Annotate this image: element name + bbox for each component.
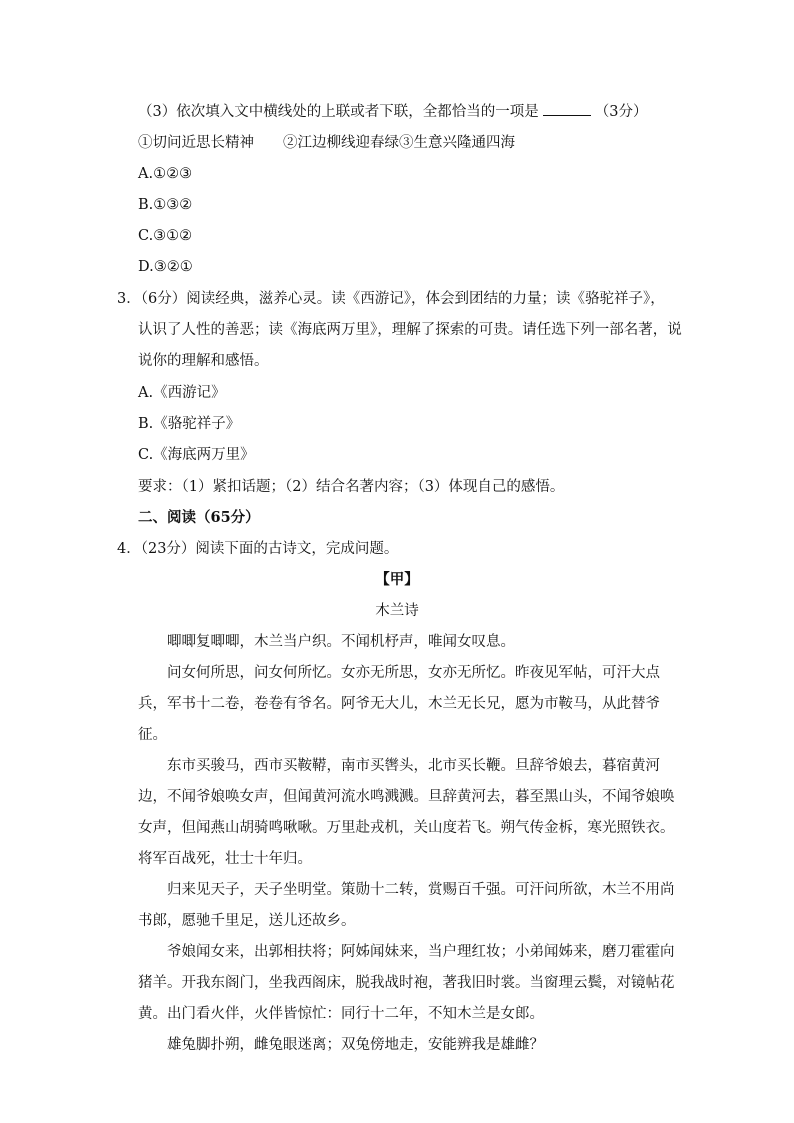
poem-paragraph-4: 归来见天子，天子坐明堂。策勋十二转，赏赐百千强。可汗问所欲，木兰不用尚书郎，愿驰千里足，送儿还故乡。	[138, 882, 675, 929]
q3-sub-question	[138, 102, 647, 122]
q3-text-line3: 说你的理解和感悟。	[138, 353, 269, 369]
q3-sub-option-c: C.③①②	[138, 228, 193, 244]
q3-sub-prefix: （3）依次填入文中横线处的上联或者下联，全都恰当的一项是	[138, 104, 539, 120]
q3-requirement: 要求：（1）紧扣话题；（2）结合名著内容；（3）体现自己的感悟。	[138, 479, 565, 495]
section-title: 二、阅读（65分）	[138, 509, 260, 526]
q3-sub-option-d: D.③②①	[138, 259, 193, 275]
q3-text-line1: （6分）阅读经典，滋养心灵。读《西游记》，体会到团结的力量；读《骆驼祥子》，	[140, 291, 665, 307]
poem-paragraph-2: 问女何所思，问女何所忆。女亦无所思，女亦无所忆。昨夜见军帖，可汗大点兵，军书十二卷，卷卷有爷名。阿爷无大儿，木兰无长兄，愿为市鞍马，从此替爷征。	[138, 665, 660, 743]
q4-text: （23分）阅读下面的古诗文，完成问题。	[140, 541, 399, 557]
q3-sub-option-a: A.①②③	[138, 166, 193, 182]
q3-option-c: C.《海底两万里》	[138, 447, 255, 463]
poem-paragraph-3: 东市买骏马，西市买鞍鞯，南市买辔头，北市买长鞭。旦辞爷娘去，暮宿黄河边，不闻爷娘唤女声，但闻黄河流水鸣溅溅。旦辞黄河去，暮至黑山头，不闻爷娘唤女声，但闻燕山胡骑鸣啾啾。万里赴戎机，关山度若飞。朔气传金柝，寒光照铁衣。将军百战死，壮士十年归。	[138, 758, 675, 867]
answer-blank	[543, 103, 591, 116]
poem-title: 木兰诗	[375, 603, 419, 619]
q3-text-line2: 认识了人性的善恶；读《海底两万里》，理解了探索的可贵。请任选下列一部名著，说	[138, 322, 682, 338]
q4-line	[117, 539, 398, 559]
part-label: 【甲】	[375, 571, 419, 588]
q3-sub-option-b: B.①③②	[138, 197, 193, 213]
q3-line1	[117, 289, 665, 309]
q3-sub-items: ①切问近思长精神 ②江边柳线迎春绿③生意兴隆通四海	[138, 135, 515, 151]
q3-sub-suffix: （3分）	[594, 104, 648, 120]
poem-paragraph-5: 爷娘闻女来，出郭相扶将；阿姊闻妹来，当户理红妆；小弟闻姊来，磨刀霍霍向猪羊。开我东阁门，坐我西阁床，脱我战时袍，著我旧时裳。当窗理云鬓，对镜帖花黄。出门看火伴，火伴皆惊忙：同行十二年，不知木兰是女郎。	[138, 944, 675, 1022]
poem-paragraph-1: 唧唧复唧唧，木兰当户织。不闻机杼声，唯闻女叹息。	[167, 634, 515, 650]
q4-number: 4．	[117, 541, 141, 557]
q3-option-b: B.《骆驼祥子》	[138, 416, 241, 432]
q3-number: 3．	[117, 291, 141, 307]
q3-option-a: A.《西游记》	[138, 385, 226, 401]
poem-paragraph-6: 雄兔脚扑朔，雌兔眼迷离；双兔傍地走，安能辨我是雄雌？	[167, 1037, 544, 1053]
